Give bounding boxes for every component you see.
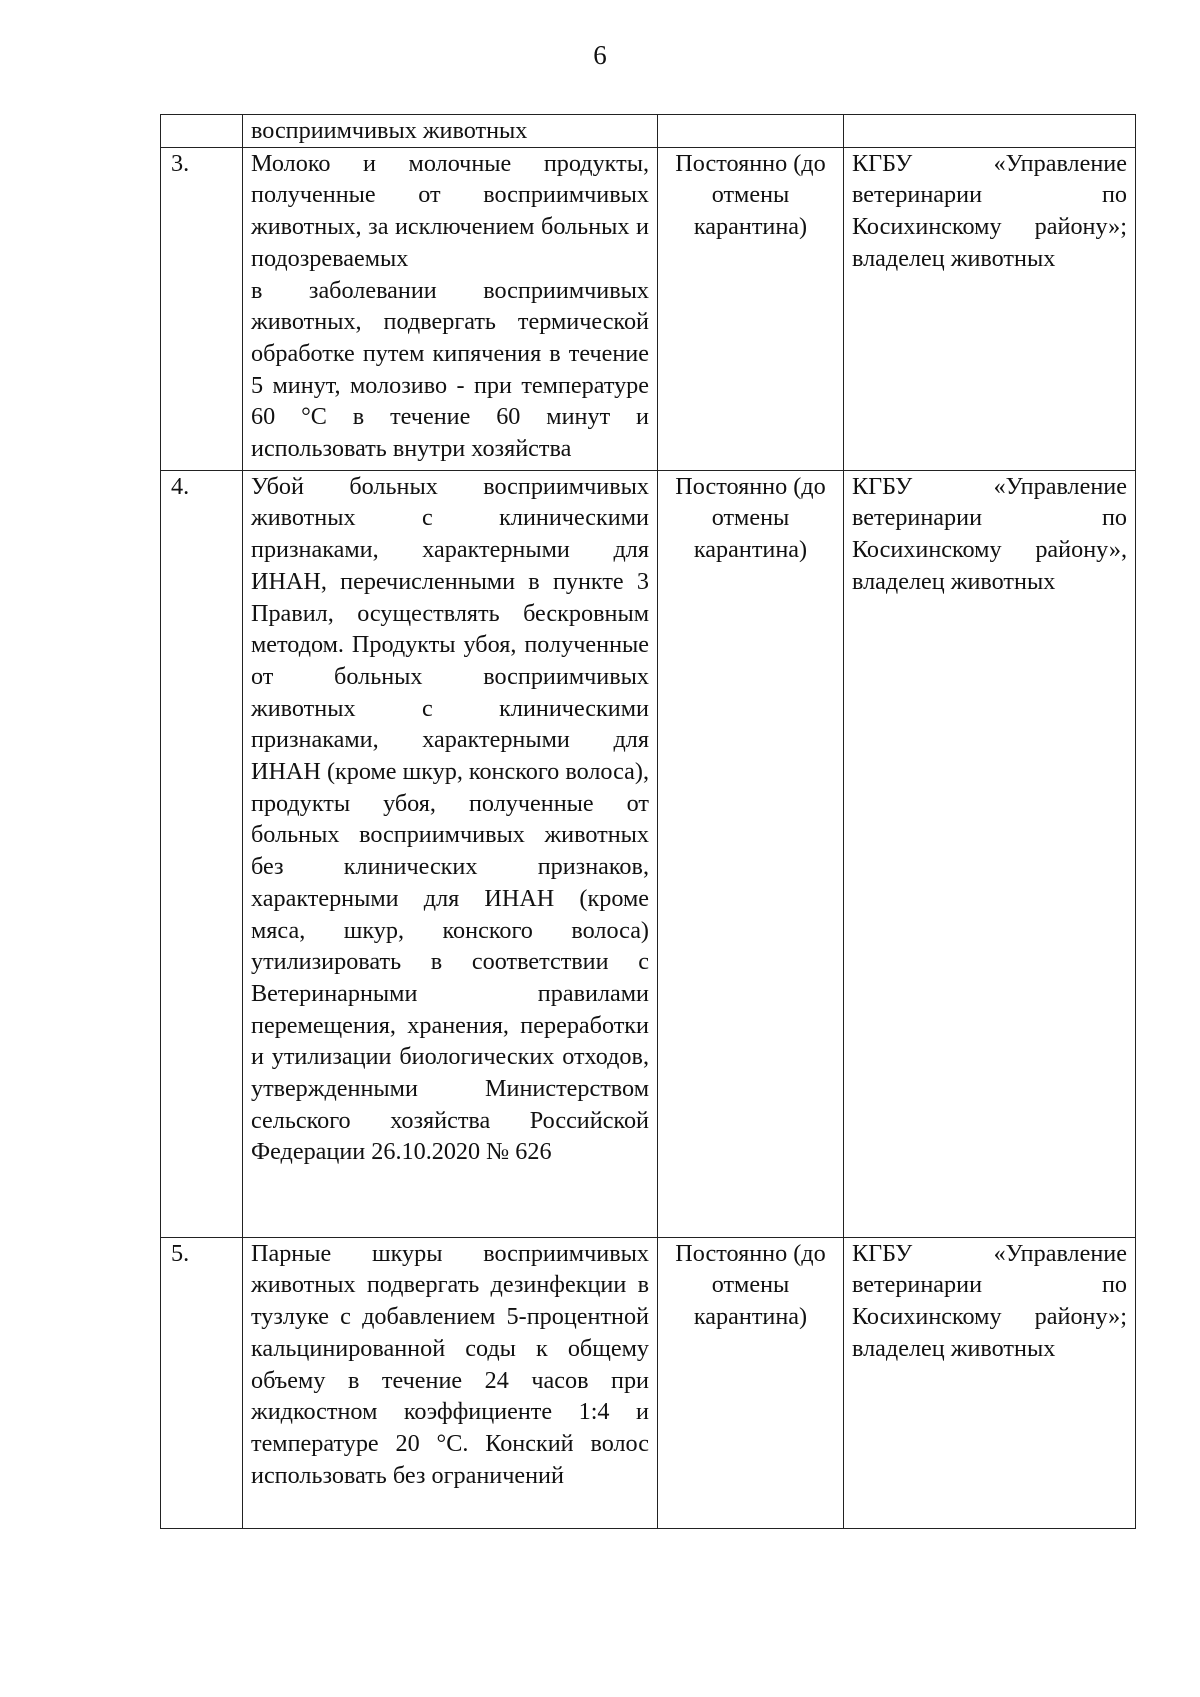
action-text: Молоко и молочные продукты, полученные от восприимчивых животных, за исключением больных и подозреваемых — [251, 149, 649, 272]
cell-number: 5. — [161, 1237, 243, 1528]
table-row — [161, 1237, 1136, 1528]
cell-responsible: КГБУ «Управление ветеринарии по Косихинскому району»; владелец животных — [844, 1237, 1136, 1528]
cell-number: 3. — [161, 147, 243, 470]
cell-term: Постоянно (до отмены карантина) — [658, 470, 844, 1237]
cell-responsible: КГБУ «Управление ветеринарии по Косихинскому району»; владелец животных — [844, 147, 1136, 470]
action-text: в заболевании восприимчивых животных, подвергать термической обработке путем кипячения в течение 5 минут, молозиво - при температуре 60 °С в течение 60 минут и использовать внутри хозяйства — [251, 276, 649, 463]
page-number: 6 — [593, 40, 607, 70]
cell-number — [161, 115, 243, 148]
table-row-continuation — [161, 115, 1136, 148]
cell-term — [658, 115, 844, 148]
cell-responsible — [844, 115, 1136, 148]
cell-number: 4. — [161, 470, 243, 1237]
table-row — [161, 147, 1136, 470]
cell-action: восприимчивых животных — [243, 115, 658, 148]
cell-action — [243, 470, 658, 1237]
cell-term: Постоянно (до отмены карантина) — [658, 147, 844, 470]
cell-action — [243, 147, 658, 470]
measures-table — [160, 114, 1136, 1529]
cell-action — [243, 1237, 658, 1528]
table-row — [161, 470, 1136, 1237]
cell-term: Постоянно (до отмены карантина) — [658, 1237, 844, 1528]
action-text: Парные шкуры восприимчивых животных подвергать дезинфекции в тузлуке с добавлением 5-процентной кальцинированной соды к общему объему в течение 24 часов при жидкостном коэффициенте 1:4 и температуре 20 °С. Конский волос использовать без ограничений — [251, 1239, 649, 1489]
cell-responsible: КГБУ «Управление ветеринарии по Косихинскому району», владелец животных — [844, 470, 1136, 1237]
action-text: Убой больных восприимчивых животных с клиническими признаками, характерными для ИНАН, перечисленными в пункте 3 Правил, осуществлять бескровным методом. Продукты убоя, полученные от больных восприимчивых животных с клиническими признаками, характерными для ИНАН (кроме шкур, конского волоса), продукты убоя, полученные от больных восприимчивых животных без клинических признаков, характерными для ИНАН (кроме мяса, шкур, конского волоса) утилизировать в соответствии с Ветеринарными правилами перемещения, хранения, переработки и утилизации биологических отходов, утвержденными Министерством сельского хозяйства Российской Федерации 26.10.2020 № 626 — [251, 472, 649, 1166]
